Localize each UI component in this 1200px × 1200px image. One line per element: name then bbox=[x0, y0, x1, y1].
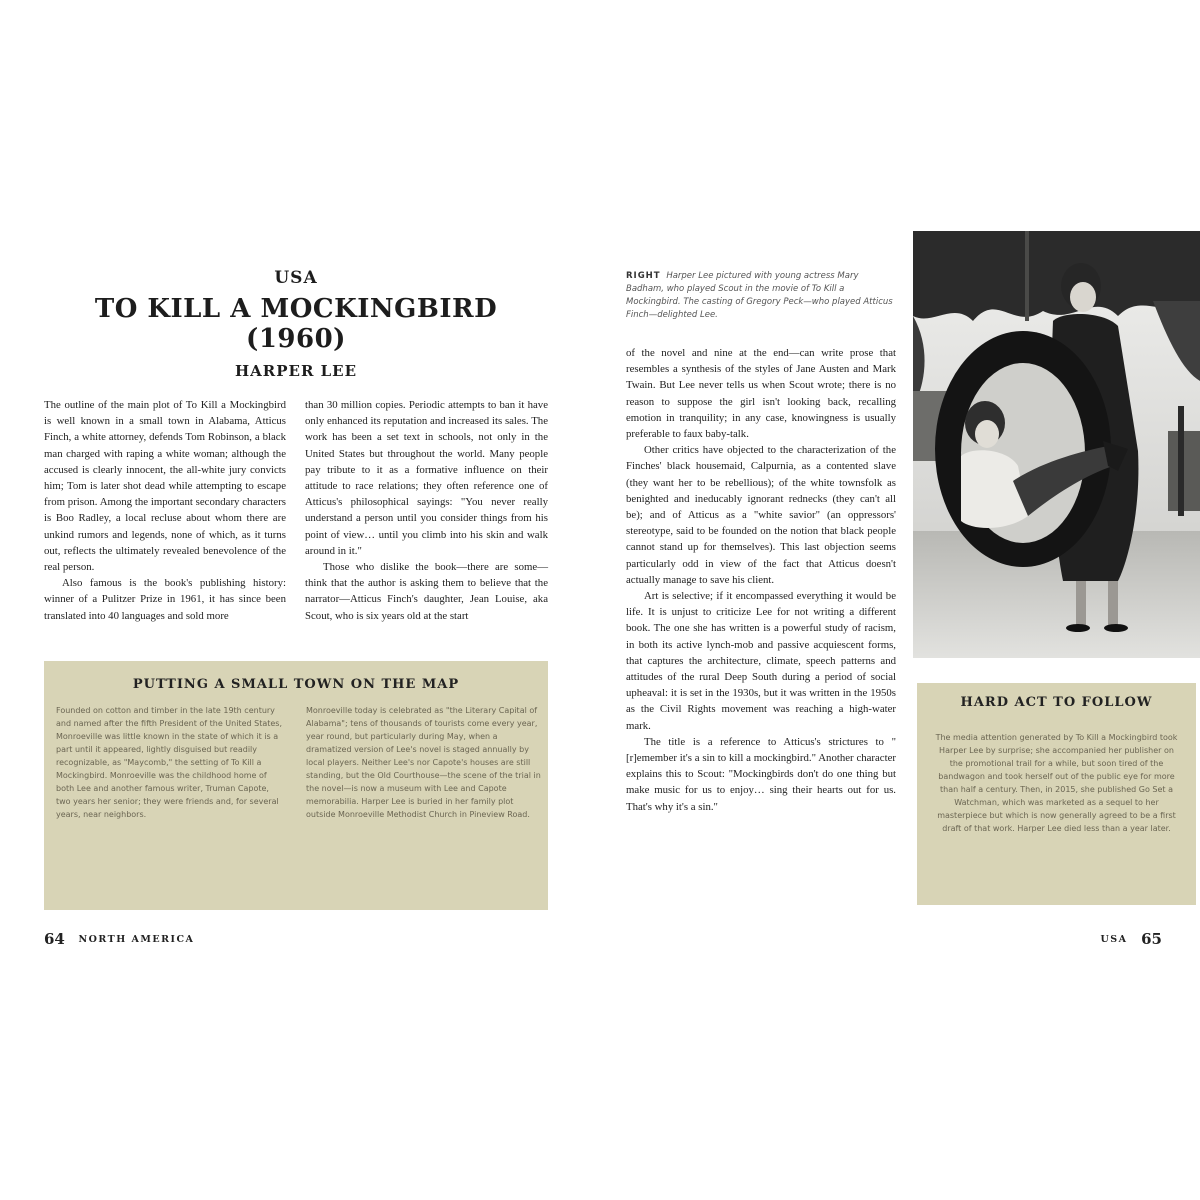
body-column-2 bbox=[305, 397, 548, 624]
page-number-right: 65 bbox=[1141, 930, 1162, 948]
paragraph: The title is a reference to Atticus's strictures to "[r]emember it's a sin to kill a mockingbird." Another character explains this to Scout: "Mockingbirds don't do one thing but make music for us to enjoy… sing their hearts out for us. That's why it's a sin." bbox=[626, 735, 896, 813]
body-column-1 bbox=[44, 397, 286, 624]
paragraph: The outline of the main plot of To Kill a Mockingbird is well known in a small town in Alabama, Atticus Finch, a white attorney, defends Tom Robinson, a black man charged with raping a white woman; although the accused is clearly innocent, the all-white jury convicts him; Tom is later shot dead while attempting to escape from prison. Among the important secondary characters is Boo Radley, a local recluse about whom there are unkind rumors and legends, none of which, as it turns out, reflects the ultimately revealed benevolence of the real person. bbox=[44, 399, 286, 574]
caption-label: RIGHT bbox=[626, 271, 661, 281]
page-number-left: 64 bbox=[44, 930, 65, 948]
sidebar-text-column-1: Founded on cotton and timber in the late 19th century and named after the fifth President of the United States, Monroeville was little known in the state of which it is a part until it appeared, lightly disguised but readily recognizable, as "Maycomb," the setting of To Kill a Mockingbird. Monroeville was the childhood home of both Lee and another famous writer, Truman Capote, two years her senior; they were friends and, for several years, near neighbors. bbox=[56, 706, 283, 819]
book-title: TO KILL A MOCKINGBIRD (1960) bbox=[94, 294, 498, 354]
section-name-left: NORTH AMERICA bbox=[78, 934, 195, 945]
caption-text: Harper Lee pictured with young actress Mary Badham, who played Scout in the movie of To Kill a Mockingbird. The casting of Gregory Peck—who played Atticus Finch—delighted Lee. bbox=[626, 271, 893, 320]
country-label: USA bbox=[274, 268, 318, 288]
photo-caption bbox=[626, 270, 896, 322]
body-column-3 bbox=[626, 345, 896, 815]
sidebar-hard-act bbox=[917, 683, 1196, 905]
paragraph: Art is selective; if it encompassed everything it would be life. It is unjust to criticize Lee for not writing a different book. The one she has written is a powerful study of racism, in both its active lynch-mob and passive acquiescent forms, that captures the architecture, climate, speech patterns and attitudes of the rural Deep South during a period of social upheaval: it is set in the 1930s, but it was written in the 1950s as the Civil Rights movement was reaching a high-water mark. bbox=[626, 590, 896, 732]
paragraph: of the novel and nine at the end—can write prose that resembles a synthesis of the styles of Jane Austen and Mark Twain. But Lee never tells us when Scout wrote; there is no reason to suppose the girl isn't looking back, recalling emotion in tranquility; in any case, knowingness is usually preferable to faux baby-talk. bbox=[626, 347, 896, 441]
paragraph: Other critics have objected to the characterization of the Finches' black housemaid, Calpurnia, as a contented slave (they want her to be rebellious); of the white townsfolk as benighted and ineducably ignorant rednecks (they can't all be); and of Atticus as a "white savior" (an oppressors' stereotype, said to be founded on the notion that black people cannot stand up for themselves). This last objection seems particularly odd in view of the fact that Atticus doesn't actually manage to save his client. bbox=[626, 444, 896, 586]
paragraph: than 30 million copies. Periodic attempts to ban it have only enhanced its reputation and increased its sales. The work has been a set text in schools, not only in the United States but throughout the world. Many people pay tribute to it as a formative influence on their attitude to race relations; they often reference one of Atticus's philosophical sayings: "You never really understand a person until you consider things from his point of view… until you climb into his skin and walk around in it." bbox=[305, 399, 548, 557]
photo-harper-lee-tire-swing bbox=[913, 231, 1200, 658]
paragraph: Also famous is the book's publishing history: winner of a Pulitzer Prize in 1961, it has since been translated into 40 languages and sold more bbox=[44, 577, 286, 622]
folio-left bbox=[44, 929, 194, 948]
sidebar-text-column-2: Monroeville today is celebrated as "the Literary Capital of Alabama"; tens of thousands of tourists come every year, year round, but particularly during May, when a dramatized version of Lee's novel is staged annually by local players. Neither Lee's nor Capote's houses are still standing, but the Old Courthouse—the scene of the trial in the novel—is now a museum with Lee and Capote memorabilia. Harper Lee is buried in her family plot outside Monroeville Methodist Church in Pineview Road. bbox=[306, 706, 541, 819]
section-name-right: USA bbox=[1100, 934, 1128, 945]
rope bbox=[1025, 231, 1029, 321]
paragraph: Those who dislike the book—there are some—think that the author is asking them to believe that the narrator—Atticus Finch's daughter, Jean Louise, aka Scout, who is six years old at the start bbox=[305, 561, 548, 622]
author-name: HARPER LEE bbox=[234, 362, 358, 380]
sidebar-text: The media attention generated by To Kill a Mockingbird took Harper Lee by surprise; she accompanied her publisher on the promotional trail for a while, but soon tired of the bandwagon and took herself out of the public eye for more than half a century. Then, in 2015, she published Go Set a Watchman, which was marketed as a sequel to her masterpiece but which is now generally agreed to be a first draft of that work. Harper Lee died less than a year later. bbox=[935, 733, 1178, 833]
sidebar-small-town bbox=[44, 661, 548, 910]
sidebar-title: HARD ACT TO FOLLOW bbox=[960, 695, 1153, 710]
chapter-heading bbox=[44, 268, 548, 380]
sidebar-title: PUTTING A SMALL TOWN ON THE MAP bbox=[132, 677, 460, 692]
folio-right bbox=[1101, 929, 1162, 948]
